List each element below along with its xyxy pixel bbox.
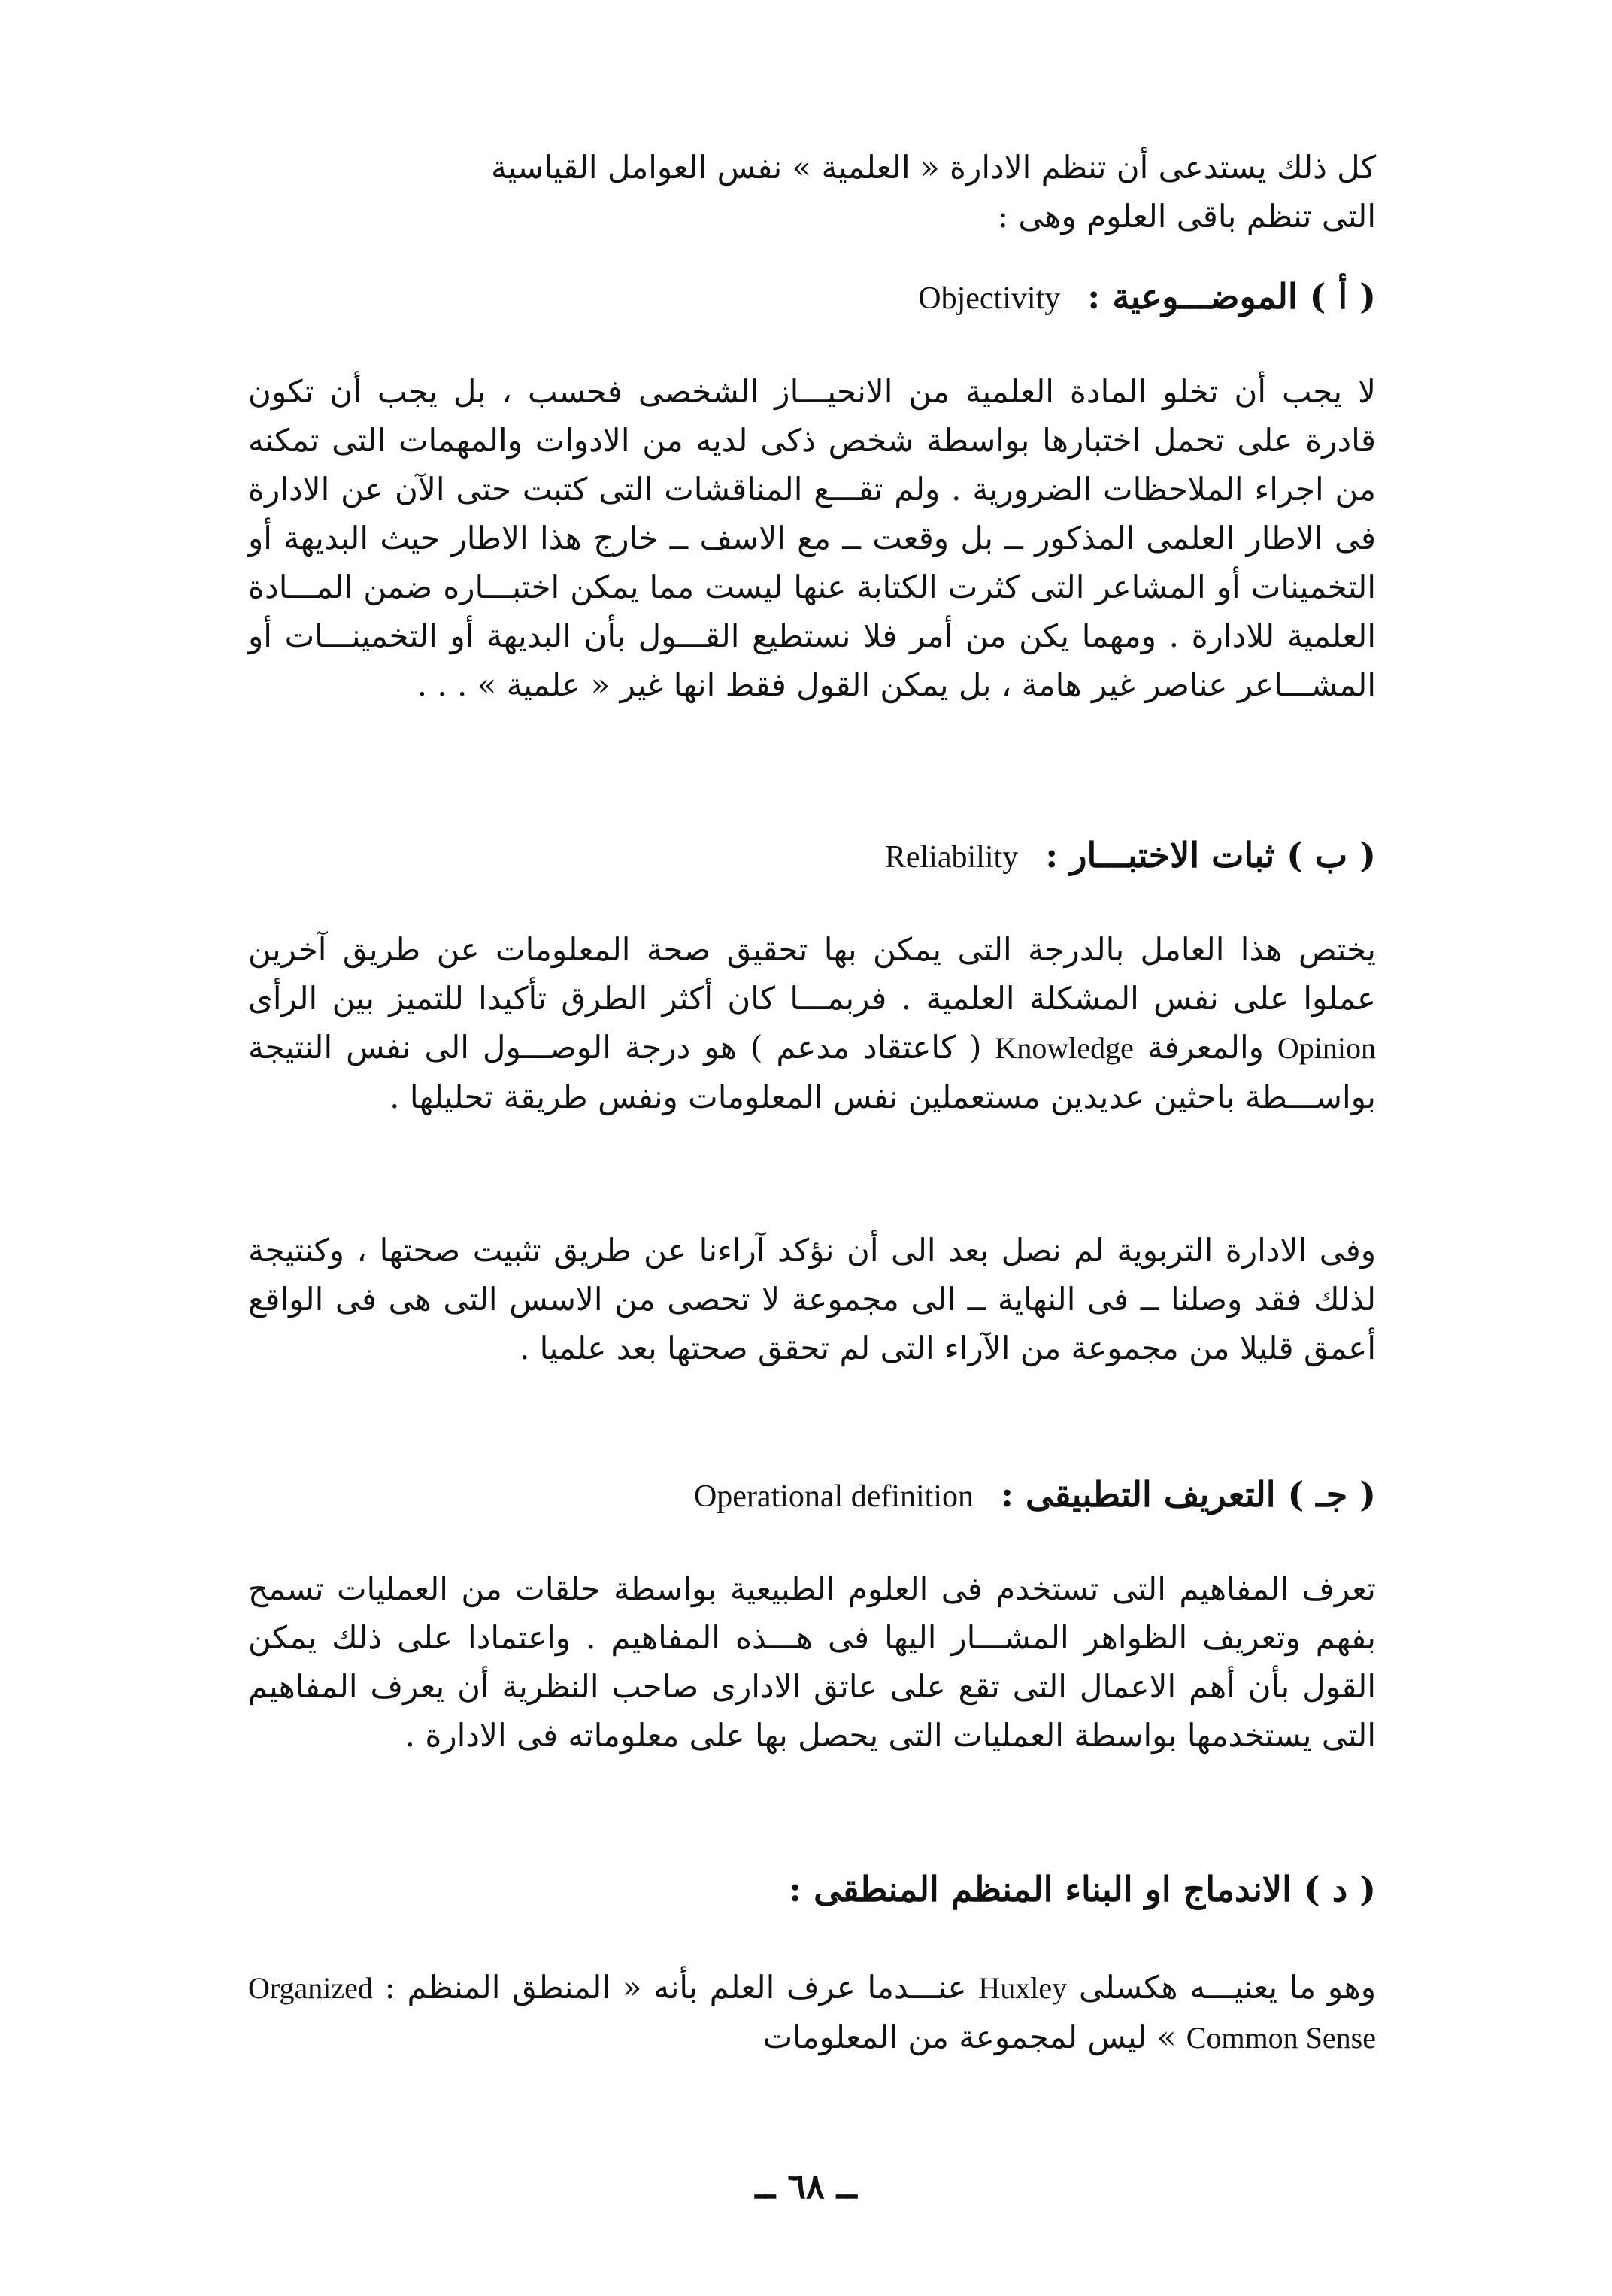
huxley-term: Huxley xyxy=(978,1971,1068,2005)
opinion-term: Opinion xyxy=(1277,1031,1377,1065)
section-b-paragraph-2: وفى الادارة التربوية لم نصل بعد الى أن نؤكد آراءنا عن طريق تثبيت صحتها ، وكنتيجة لذلك فقد وصلنا ــ فى النهاية ــ الى مجموعة لا تحصى من الاسس التى هى فى الواقع أعمق قليلا من مجموعة من الآراء التى لم تحقق صحتها بعد علميا . xyxy=(248,1232,1376,1366)
section-a-heading xyxy=(248,272,1376,323)
section-d-heading xyxy=(248,1865,1376,1914)
section-b-body-2 xyxy=(248,1226,1376,1372)
section-c-term: Operational definition xyxy=(693,1479,974,1514)
section-d-title: ( د ) الاندماج او البناء المنظم المنطقى : xyxy=(789,1869,1376,1909)
final-part-3: » ليس لمجموعة من المعلومات xyxy=(762,2018,1177,2055)
final-part-1: وهو ما يعنيـــه هكسلى xyxy=(1078,1969,1376,2006)
section-c-paragraph: تعرف المفاهيم التى تستخدم فى العلوم الطبيعية بواسطة حلقات من العمليات تسمح بفهم وتعريف الظواهر المشـــار اليها فى هـــذه المفاهيم . واعتمادا على ذلك يمكن القول بأن أهم الاعمال التى تقع على عاتق الادارى صاحب النظرية أن يعرف المفاهيم التى يستخدمها بواسطة العمليات التى يحصل بها على معلوماته فى الادارة . xyxy=(248,1570,1376,1754)
section-c-title: ( جـ ) التعريف التطبيقى : xyxy=(1001,1474,1376,1515)
section-c-body xyxy=(248,1564,1376,1760)
final-paragraph-text xyxy=(248,1963,1376,2062)
section-b-title: ( ب ) ثبات الاختبـــار : xyxy=(1045,835,1376,875)
section-a-title: ( أ ) الموضـــوعية : xyxy=(1087,276,1376,317)
page-number: ــ ٦٨ ــ xyxy=(755,2166,857,2207)
section-b-paragraph-1-rest: ( كاعتقاد مدعم ) هو درجة الوصـــول الى نفس النتيجة بواســـطة باحثين عديدين مستعملين نفس المعلومات ونفس طريقة تحليلها . xyxy=(248,1029,1376,1115)
section-c-heading xyxy=(248,1470,1376,1521)
section-b-heading xyxy=(248,831,1376,882)
intro-paragraph xyxy=(248,143,1376,241)
section-b-paragraph-1 xyxy=(248,925,1376,1121)
section-b-term: Reliability xyxy=(884,840,1019,875)
final-part-2: عنـــدما عرف العلم بأنه « المنطق المنظم : xyxy=(384,1969,967,2006)
intro-line-1: كل ذلك يستدعى أن تنظم الادارة « العلمية » نفس العوامل القياسية xyxy=(490,149,1376,186)
section-b-body-1 xyxy=(248,925,1376,1121)
knowledge-term: Knowledge xyxy=(995,1031,1134,1065)
section-b-paragraph-1-text: يختص هذا العامل بالدرجة التى يمكن بها تحقيق صحة المعلومات عن طريق آخرين عملوا على نفس المشكلة العلمية . فربمـــا كان أكثر الطرق تأكيدا للتميز بين الرأى xyxy=(248,931,1376,1017)
and-knowledge-text: والمعرفة xyxy=(1147,1029,1264,1066)
section-a-body xyxy=(248,367,1376,709)
section-a-term: Objectivity xyxy=(918,281,1061,316)
final-paragraph xyxy=(248,1963,1376,2062)
section-a-paragraph: لا يجب أن تخلو المادة العلمية من الانحيـــاز الشخصى فحسب ، بل يجب أن تكون قادرة على تحمل اختبارها بواسطة شخص ذكى لديه من الادوات والمهمات التى تمكنه من اجراء الملاحظات الضرورية . ولم تقـــع المناقشات التى كتبت حتى الآن عن الادارة فى الاطار العلمى المذكور ــ بل وقعت ــ مع الاسف ــ خارج هذا الاطار حيث البديهة أو التخمينات أو المشاعر التى كثرت الكتابة عنها ليست مما يمكن اختبـــاره ضمن المـــادة العلمية للادارة . ومهما يكن من أمر فلا نستطيع القـــول بأن البديهة أو التخمينـــات أو المشـــاعر عناصر غير هامة ، بل يمكن القول فقط انها غير « علمية » . . . xyxy=(248,373,1376,703)
intro-line-2: التى تنظم باقى العلوم وهى : xyxy=(997,198,1376,235)
organized-common-sense-term: Organized Common Sense xyxy=(248,1971,1376,2055)
